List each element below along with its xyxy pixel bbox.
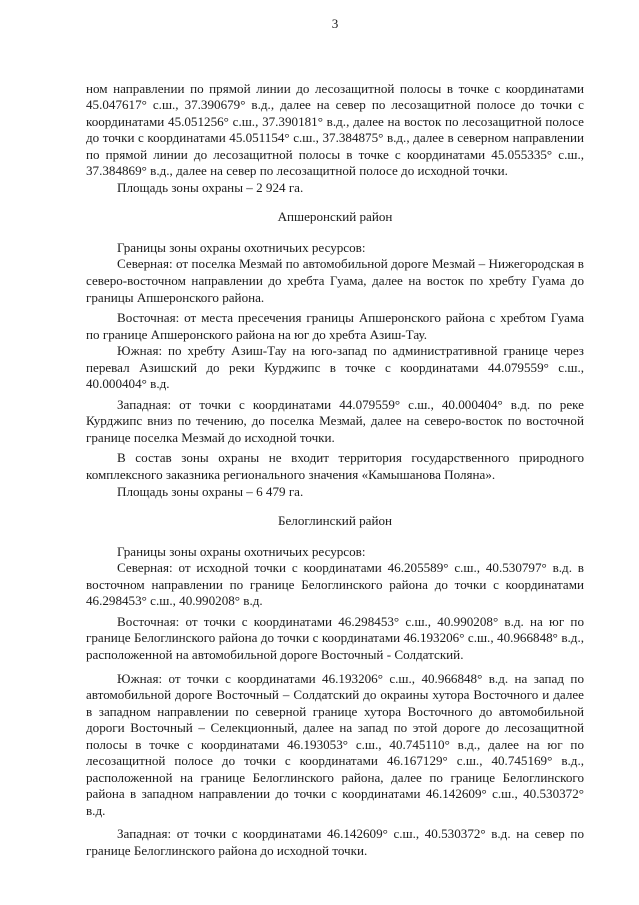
south-boundary-paragraph: Южная: по хребту Азиш-Тау на юго-запад по административной границе через перевал Азишский до реки Курджипс в точке с координатами 44.079559° с.ш., 40.000404° в.д. <box>86 343 584 392</box>
west-boundary-paragraph: Западная: от точки с координатами 44.079559° с.ш., 40.000404° в.д. по реке Курджипс вниз по течению, до поселка Мезмай, далее на северо-восток по восточной границе поселка Мезмай до исходной точки. <box>86 396 584 445</box>
document-page <box>86 16 584 860</box>
exclusion-paragraph: В состав зоны охраны не входит территория государственного природного комплексного заказника регионального значения «Камышанова Поляна». <box>86 450 584 483</box>
continuation-paragraph: ном направлении по прямой линии до лесозащитной полосы в точке с координатами 45.047617° с.ш., 37.390679° в.д., далее на север по лесозащитной полосе до точки с координатами 45.051256° с.ш., 37.390181° в.д., далее на восток по лесозащитной полосе до точки с координатами 45.051154° с.ш., 37.384875° в.д., далее в северном направлении по прямой линии до лесозащитной полосы в точке с координатами 45.055335° с.ш., 37.384869° в.д., далее на север по лесозащитной полосе до исходной точки. <box>86 80 584 179</box>
page-number: 3 <box>331 16 339 31</box>
west-boundary-paragraph: Западная: от точки с координатами 46.142609° с.ш., 40.530372° в.д. на север по границе Белоглинского района до исходной точки. <box>86 826 584 858</box>
boundaries-intro: Границы зоны охраны охотничьих ресурсов: <box>117 239 366 255</box>
area-paragraph: Площадь зоны охраны – 2 924 га. <box>117 179 304 195</box>
section-heading-beloglinsky: Белоглинский район <box>277 513 393 529</box>
boundaries-intro: Границы зоны охраны охотничьих ресурсов: <box>117 543 366 559</box>
east-boundary-paragraph: Восточная: от точки с координатами 46.298453° с.ш., 40.990208° в.д. на юг по границе Белоглинского района до точки с координатами 46.193206° с.ш., 40.966848° в.д., расположенной на автомобильной дороге Восточный - Солдатский. <box>86 613 584 662</box>
north-boundary-paragraph: Северная: от поселка Мезмай по автомобильной дороге Мезмай – Нижегородская в северо-восточном направлении до хребта Гуама, далее на восток по хребту Гуама до границы Апшеронского района. <box>86 256 584 305</box>
area-paragraph: Площадь зоны охраны – 6 479 га. <box>117 483 304 499</box>
north-boundary-paragraph: Северная: от исходной точки с координатами 46.205589° с.ш., 40.530797° в.д. в восточном направлении по границе Белоглинского района до точки с координатами 46.298453° с.ш., 40.990208° в.д. <box>86 560 584 609</box>
south-boundary-paragraph: Южная: от точки с координатами 46.193206° с.ш., 40.966848° в.д. на запад по автомобильной дороге Восточный – Солдатский до окраины хутора Восточного и далее в западном направлении по северной границе хутора Восточного до автомобильной дороги Восточный – Селекционный, далее на запад по этой дороге до лесозащитной полосы в точке с координатами 46.193053° с.ш., 40.745110° в.д., далее на юг по лесозащитной полосе до точки с координатами 46.167129° с.ш., 40.745169° в.д., расположенной на границе Белоглинского района, далее по границе Белоглинского района в западном направлении до точки с координатами 46.142609° с.ш., 40.530372° в.д. <box>86 670 584 818</box>
section-heading-apsheronsky: Апшеронский район <box>277 209 393 225</box>
east-boundary-paragraph: Восточная: от места пресечения границы Апшеронского района с хребтом Гуама по границе Апшеронского района на юг до хребта Азиш-Тау. <box>86 310 584 342</box>
